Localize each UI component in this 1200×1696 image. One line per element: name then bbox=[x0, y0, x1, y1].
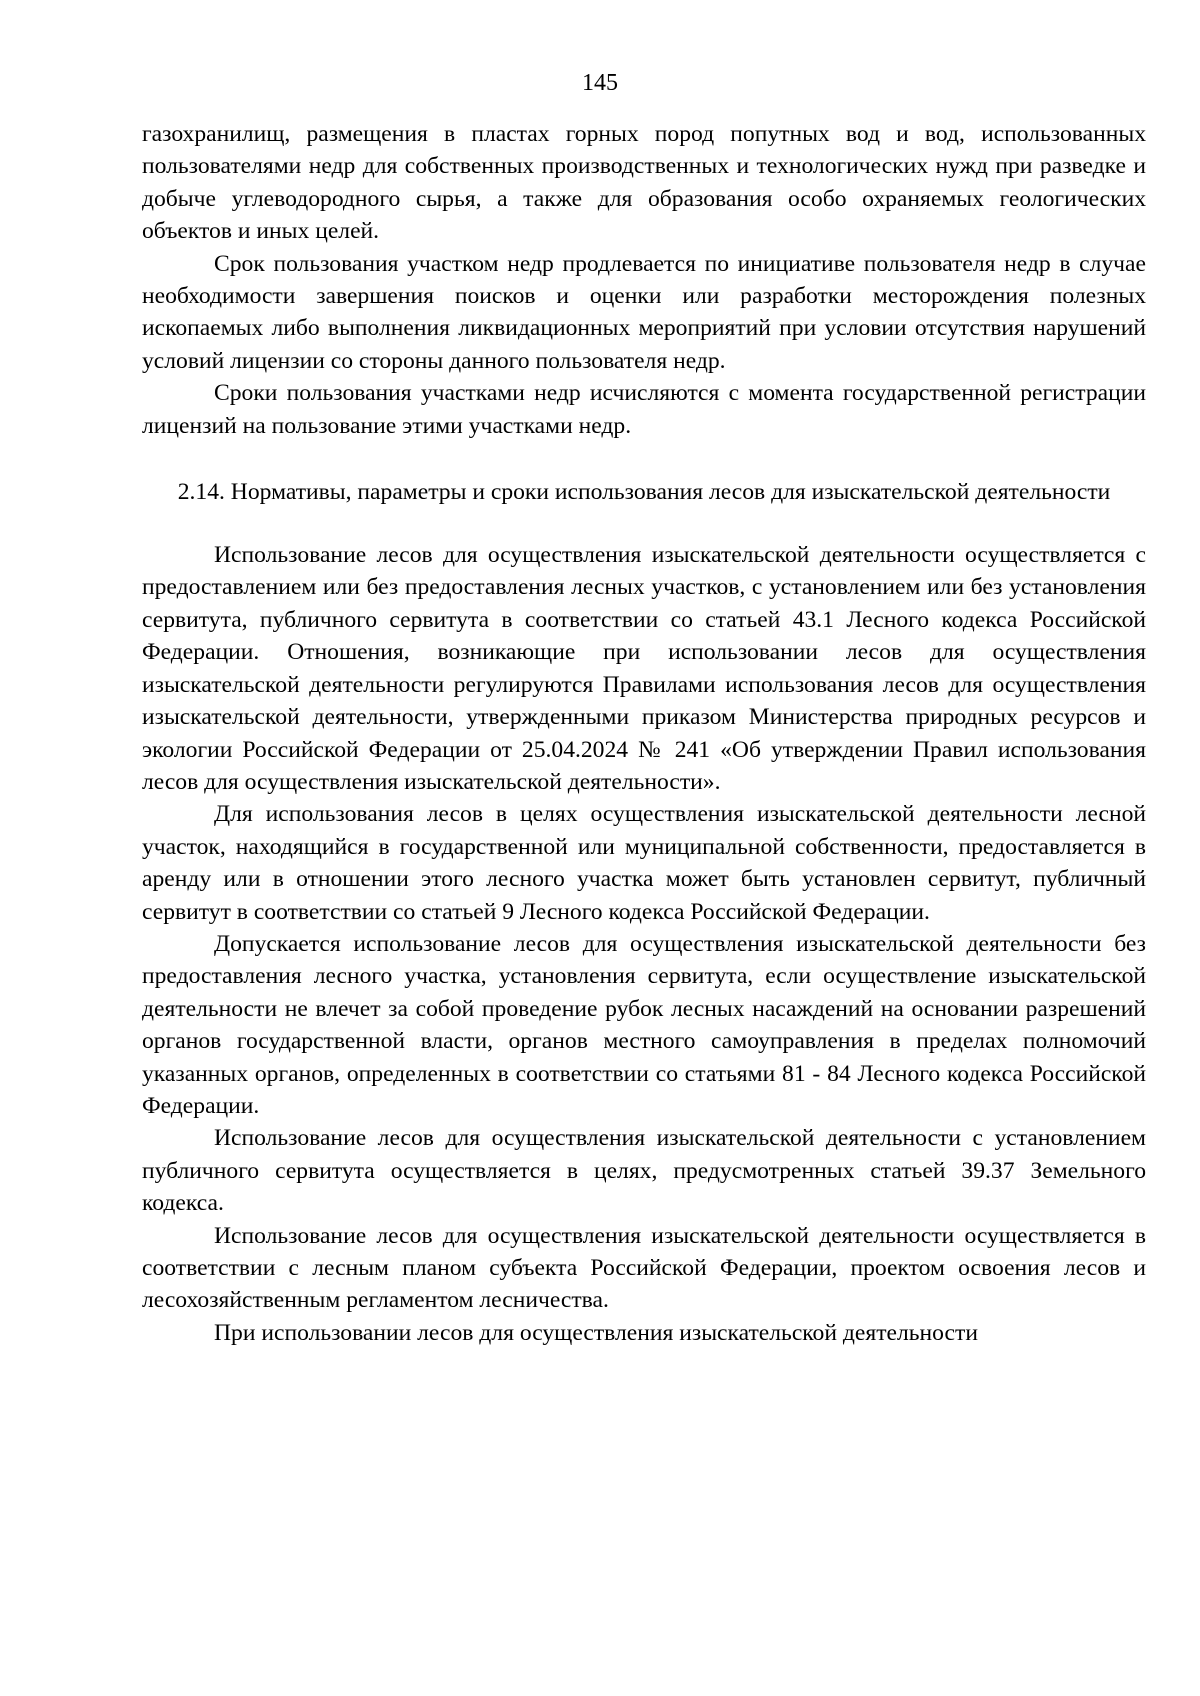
paragraph-truncated: При использовании лесов для осуществления изыскательской деятельности bbox=[214, 1319, 978, 1346]
paragraph: Использование лесов для осуществления изыскательской деятельности осуществляется в соответствии с лесным планом субъекта Российской Федерации, проектом освоения лесов и лесохозяйственным регламентом лесничества. bbox=[142, 1222, 1146, 1314]
paragraph: Для использования лесов в целях осуществления изыскательской деятельности лесной участок, находящийся в государственной или муниципальной собственности, предоставляется в аренду или в отношении этого лесного участка может быть установлен сервитут, публичный сервитут в соответствии со статьей 9 Лесного кодекса Российской Федерации. bbox=[142, 801, 1146, 925]
paragraph: Использование лесов для осуществления изыскательской деятельности осуществляется с предоставлением или без предоставления лесных участков, с установлением или без установления сервитута, публичного сервитута в соответствии со статьей 43.1 Лесного кодекса Российской Федерации. Отношения, возникающие при использовании лесов для осуществления изыскательской деятельности регулируются Правилами использования лесов для осуществления изыскательской деятельности, утвержденными приказом Министерства природных ресурсов и экологии Российской Федерации от 25.04.2024 № 241 «Об утверждении Правил использования лесов для осуществления изыскательской деятельности». bbox=[142, 542, 1146, 795]
paragraph: Срок пользования участком недр продлевается по инициативе пользователя недр в случае необходимости завершения поисков и оценки или разработки месторождения полезных ископаемых либо выполнения ликвидационных мероприятий при условии отсутствия нарушений условий лицензии со стороны данного пользователя недр. bbox=[142, 250, 1146, 374]
paragraph: Использование лесов для осуществления изыскательской деятельности с установлением публичного сервитута осуществляется в целях, предусмотренных статьей 39.37 Земельного кодекса. bbox=[142, 1125, 1146, 1217]
document-body bbox=[142, 118, 1146, 1349]
paragraph-continuation: газохранилищ, размещения в пластах горных пород попутных вод и вод, использованных пользователями недр для собственных производственных и технологических нужд при разведке и добыче углеводородного сырья, а также для образования особо охраняемых геологических объектов и иных целей. bbox=[142, 121, 1146, 245]
paragraph: Сроки пользования участками недр исчисляются с момента государственной регистрации лицензий на пользование этими участками недр. bbox=[142, 380, 1146, 439]
section-heading: 2.14. Нормативы, параметры и сроки использования лесов для изыскательской деятельности bbox=[177, 479, 1111, 506]
page-number: 145 bbox=[582, 70, 618, 96]
paragraph: Допускается использование лесов для осуществления изыскательской деятельности без предоставления лесного участка, установления сервитута, если осуществление изыскательской деятельности не влечет за собой проведение рубок лесных насаждений на основании разрешений органов государственной власти, органов местного самоуправления в пределах полномочий указанных органов, определенных в соответствии со статьями 81 - 84 Лесного кодекса Российской Федерации. bbox=[142, 930, 1146, 1119]
